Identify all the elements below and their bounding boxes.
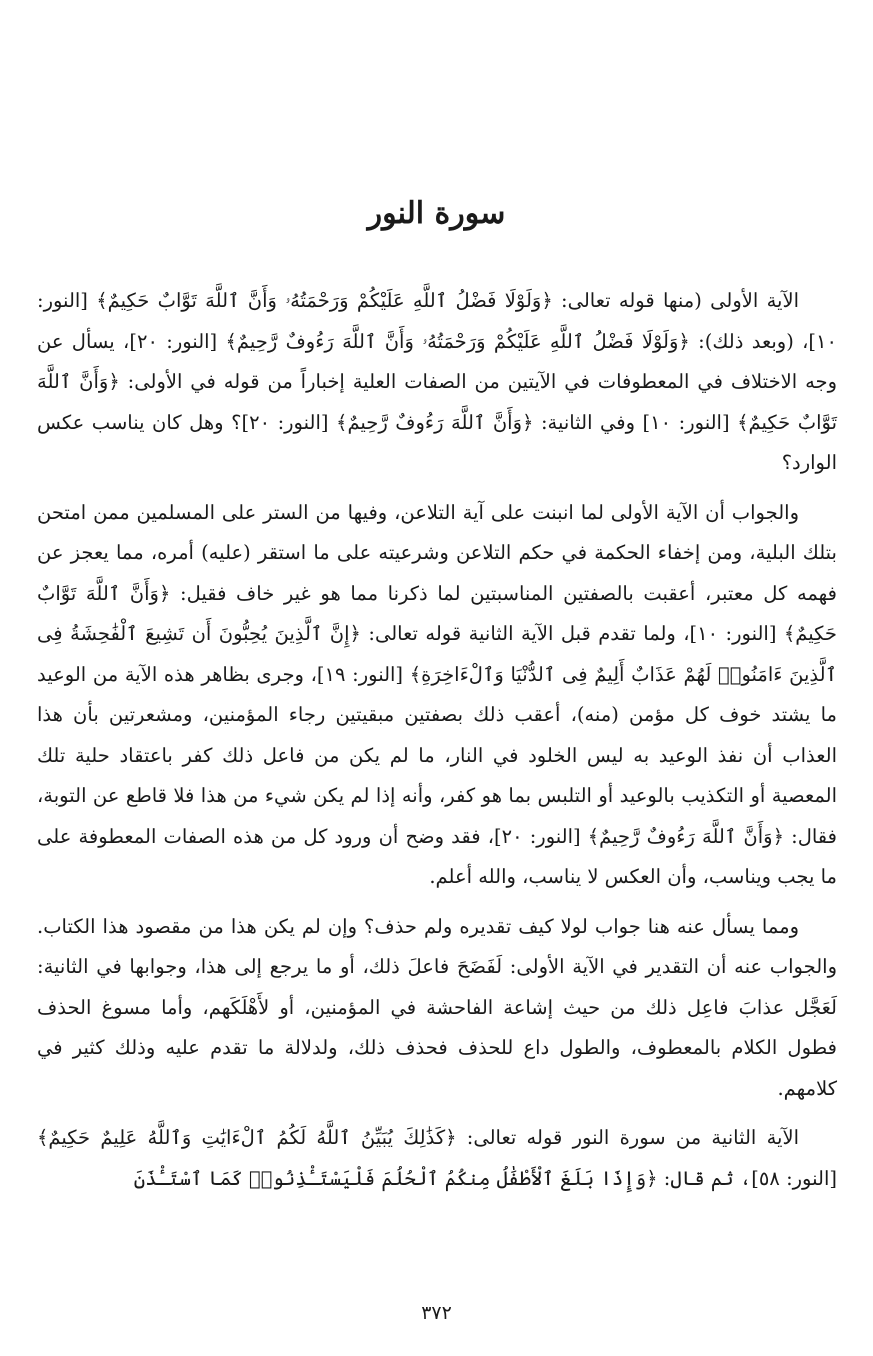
paragraph-first-verse: الآية الأولى (منها قوله تعالى: ﴿وَلَوْلَا فَضْلُ ٱللَّهِ عَلَيْكُمْ وَرَحْمَتُهُۥ وَأَنَّ ٱللَّهَ تَوَّابٌ حَكِيمٌ﴾ [النور: ١٠]، (وبعد ذلك): ﴿وَلَوْلَا فَضْلُ ٱللَّهِ عَلَيْكُمْ وَرَحْمَتُهُۥ وَأَنَّ ٱللَّهَ رَءُوفٌ رَّحِيمٌ﴾ [النور: ٢٠]، يسأل عن وجه الاختلاف في المعطوفات في الآيتين من الصفات العلية إخباراً من قوله في الأولى: ﴿وَأَنَّ ٱللَّهَ تَوَّابٌ حَكِيمٌ﴾ [النور: ١٠] وفي الثانية: ﴿وَأَنَّ ٱللَّهَ رَءُوفٌ رَّحِيمٌ﴾ [النور: ٢٠]؟ وهل كان يناسب عكس الوارد؟ <box>37 289 837 474</box>
paragraph-second-verse: الآية الثانية من سورة النور قوله تعالى: ﴿كَذَٰلِكَ يُبَيِّنُ ٱللَّهُ لَكُمُ ٱلْءَايَٰتِ وَٱللَّهُ عَلِيمٌ حَكِيمٌ﴾ [النور: ٥٨]، ثم قال: ﴿وَإِذَا بَلَغَ ٱلْأَطْفَٰلُ مِنكُمُ ٱلْحُلُمَ فَلْيَسْتَـْٔذِنُوا۟ كَمَا ٱسْتَـْٔذَنَ <box>37 1126 837 1190</box>
page-body <box>37 281 837 1199</box>
surah-title: سورة النور <box>367 196 506 231</box>
paragraph-lawla-question: ومما يسأل عنه هنا جواب لولا كيف تقديره ولم حذف؟ وإن لم يكن هذا من مقصود هذا الكتاب. والجواب عنه أن التقدير في الآية الأولى: لَفَضَحَ فاعلَ ذلك، أو ما يرجع إلى هذا، وجوابها في الثانية: لَعَجَّل عذابَ فاعِل ذلك من حيث إشاعة الفاحشة في المؤمنين، أو لأَهْلَكَهم، وأما مسوغ الحذف فطول الكلام بالمعطوف، والطول داع للحذف فحذف ذلك، ولدلالة ما تقدم عليه وذلك كثير في كلامهم. <box>37 914 837 1100</box>
page-number: ٣٧٢ <box>421 1302 452 1324</box>
paragraph-answer: والجواب أن الآية الأولى لما انبنت على آية التلاعن، وفيها من الستر على المسلمين ممن امتحن بتلك البلية، ومن إخفاء الحكمة في حكم التلاعن وشرعيته على ما استقر (عليه) أمره، مما يعجز عن فهمه كل معتبر، أعقبت بالصفتين المناسبتين لما ذكرنا مما هو غير خاف فقيل: ﴿وَأَنَّ ٱللَّهَ تَوَّابٌ حَكِيمٌ﴾ [النور: ١٠]، ولما تقدم قبل الآية الثانية قوله تعالى: ﴿إِنَّ ٱلَّذِينَ يُحِبُّونَ أَن تَشِيعَ ٱلْفَٰحِشَةُ فِى ٱلَّذِينَ ءَامَنُوا۟ لَهُمْ عَذَابٌ أَلِيمٌ فِى ٱلدُّنْيَا وَٱلْءَاخِرَةِ﴾ [النور: ١٩]، وجرى بظاهر هذه الآية من الوعيد ما يشتد خوف كل مؤمن (منه)، أعقب ذلك بصفتين مبقيتين رجاء المؤمنين، ومشعرتين بأن هذا العذاب أن نفذ الوعيد به ليس الخلود في النار، ما لم يكن من فاعل ذلك كفر باعتقاد حلية تلك المعصية أو التكذيب بالوعيد أو التلبس بما هو كفر، وأنه إذا لم يكن شيء من هذا فلا قاطع عن التوبة، فقال: ﴿وَأَنَّ ٱللَّهَ رَءُوفٌ رَّحِيمٌ﴾ [النور: ٢٠]، فقد وضح أن ورود كل من هذه الصفات المعطوفة على ما يجب ويناسب، وأن العكس لا يناسب، والله أعلم. <box>37 500 837 888</box>
